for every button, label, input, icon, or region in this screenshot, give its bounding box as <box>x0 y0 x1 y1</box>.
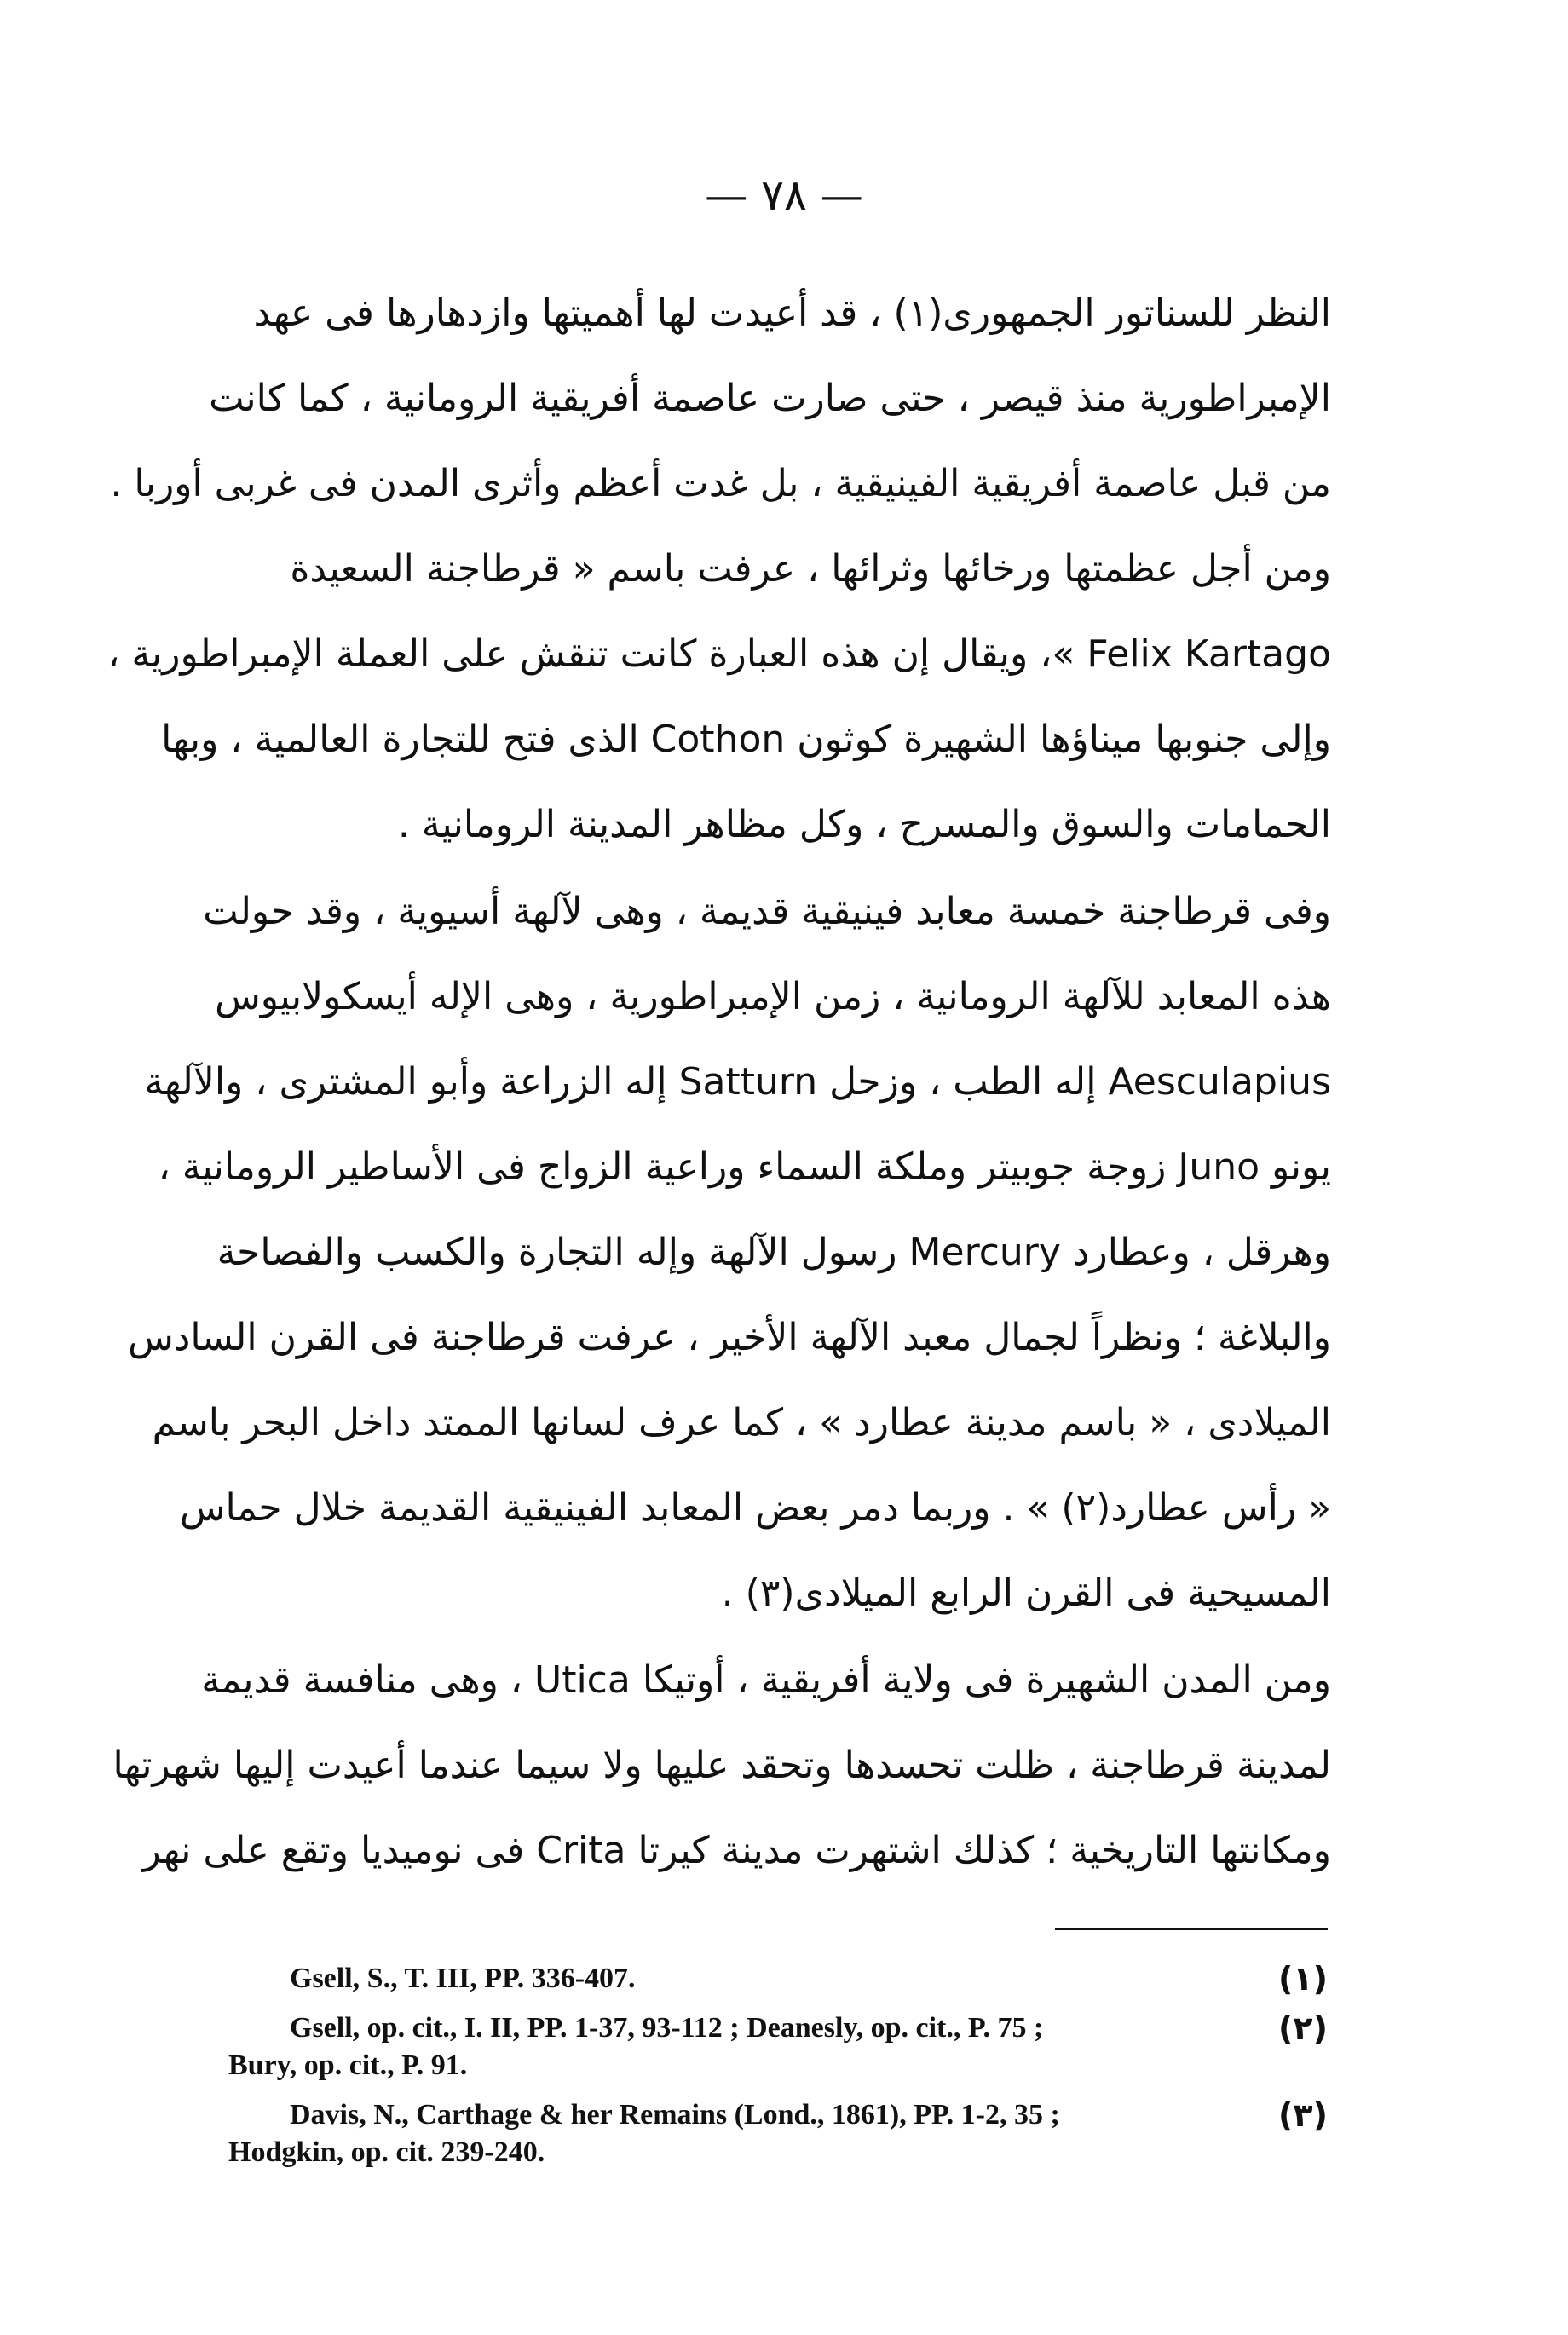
footnote-text: Davis, N., Carthage & her Remains (Lond., 1861), PP. 1-2, 35 ; <box>290 2099 1060 2130</box>
footnote-marker: (٢) <box>1278 2009 1328 2047</box>
text-line: الحمامات والسوق والمسرح ، وكل مظاهر المدينة الرومانية . <box>397 803 1331 846</box>
footnote-text: Hodgkin, op. cit. 239-240. <box>228 2136 545 2168</box>
text-line: Aesculapius إله الطب ، وزحل Satturn إله الزراعة وأبو المشترى ، والآلهة <box>144 1060 1331 1104</box>
paragraph-3 <box>112 1638 1331 1894</box>
text-line: هذه المعابد للآلهة الرومانية ، زمن الإمبراطورية ، وهى الإله أيسكولابيوس <box>215 975 1331 1018</box>
page-number: — ٧٨ — <box>705 170 863 220</box>
text-line: وإلى جنوبها ميناؤها الشهيرة كوثون Cothon الذى فتح للتجارة العالمية ، وبها <box>161 718 1331 761</box>
text-line: والبلاغة ؛ ونظراً لجمال معبد الآلهة الأخير ، عرفت قرطاجنة فى القرن السادس <box>128 1316 1331 1359</box>
text-line: وهرقل ، وعطارد Mercury رسول الآلهة وإله التجارة والكسب والفصاحة <box>216 1231 1331 1274</box>
text-line: لمدينة قرطاجنة ، ظلت تحسدها وتحقد عليها ولا سيما عندما أعيدت إليها شهرتها <box>112 1744 1331 1787</box>
text-line: المسيحية فى القرن الرابع الميلادى(٣) . <box>721 1571 1331 1615</box>
text-line: ومن المدن الشهيرة فى ولاية أفريقية ، أوتيكا Utica ، وهى منافسة قديمة <box>201 1658 1331 1702</box>
footnote-2 <box>228 2009 1328 2084</box>
text-line: من قبل عاصمة أفريقية الفينيقية ، بل غدت أعظم وأثرى المدن فى غربى أوربا . <box>110 462 1331 505</box>
text-line: الإمبراطورية منذ قيصر ، حتى صارت عاصمة أفريقية الرومانية ، كما كانت <box>209 377 1331 420</box>
text-line: ومن أجل عظمتها ورخائها وثرائها ، عرفت باسم « قرطاجنة السعيدة <box>290 547 1331 591</box>
footnote-text: Gsell, S., T. III, PP. 336-407. <box>290 1963 636 1994</box>
footnote-marker: (٣) <box>1278 2096 1328 2134</box>
footnote-text: Bury, op. cit., P. 91. <box>228 2050 468 2081</box>
text-line: الميلادى ، « باسم مدينة عطارد » ، كما عرف لسانها الممتد داخل البحر باسم <box>152 1401 1331 1444</box>
footnote-marker: (١) <box>1278 1960 1328 1998</box>
text-line: النظر للسناتور الجمهورى(١) ، قد أعيدت لها أهميتها وازدهارها فى عهد <box>253 291 1331 335</box>
text-line: « رأس عطارد(٢) » . وربما دمر بعض المعابد الفينيقية القديمة خلال حماس <box>179 1486 1331 1530</box>
footnote-1 <box>228 1960 1328 1998</box>
paragraph-1 <box>107 271 1331 868</box>
footnote-divider <box>1055 1928 1328 1930</box>
text-line: وفى قرطاجنة خمسة معابد فينيقية قديمة ، وهى لآلهة أسيوية ، وقد حولت <box>203 890 1331 933</box>
footnotes <box>228 1960 1328 2183</box>
text-line: يونو Juno زوجة جوبيتر وملكة السماء وراعية الزواج فى الأساطير الرومانية ، <box>158 1145 1331 1189</box>
footnote-3 <box>228 2096 1328 2171</box>
footnote-text: Gsell, op. cit., I. II, PP. 1-37, 93-112 ; Deanesly, op. cit., P. 75 ; <box>290 2012 1044 2044</box>
text-line: ومكانتها التاريخية ؛ كذلك اشتهرت مدينة كيرتا Crita فى نوميديا وتقع على نهر <box>142 1829 1331 1872</box>
paragraph-2 <box>128 869 1331 1636</box>
text-line: Felix Kartago »، ويقال إن هذه العبارة كانت تنقش على العملة الإمبراطورية ، <box>107 632 1331 676</box>
